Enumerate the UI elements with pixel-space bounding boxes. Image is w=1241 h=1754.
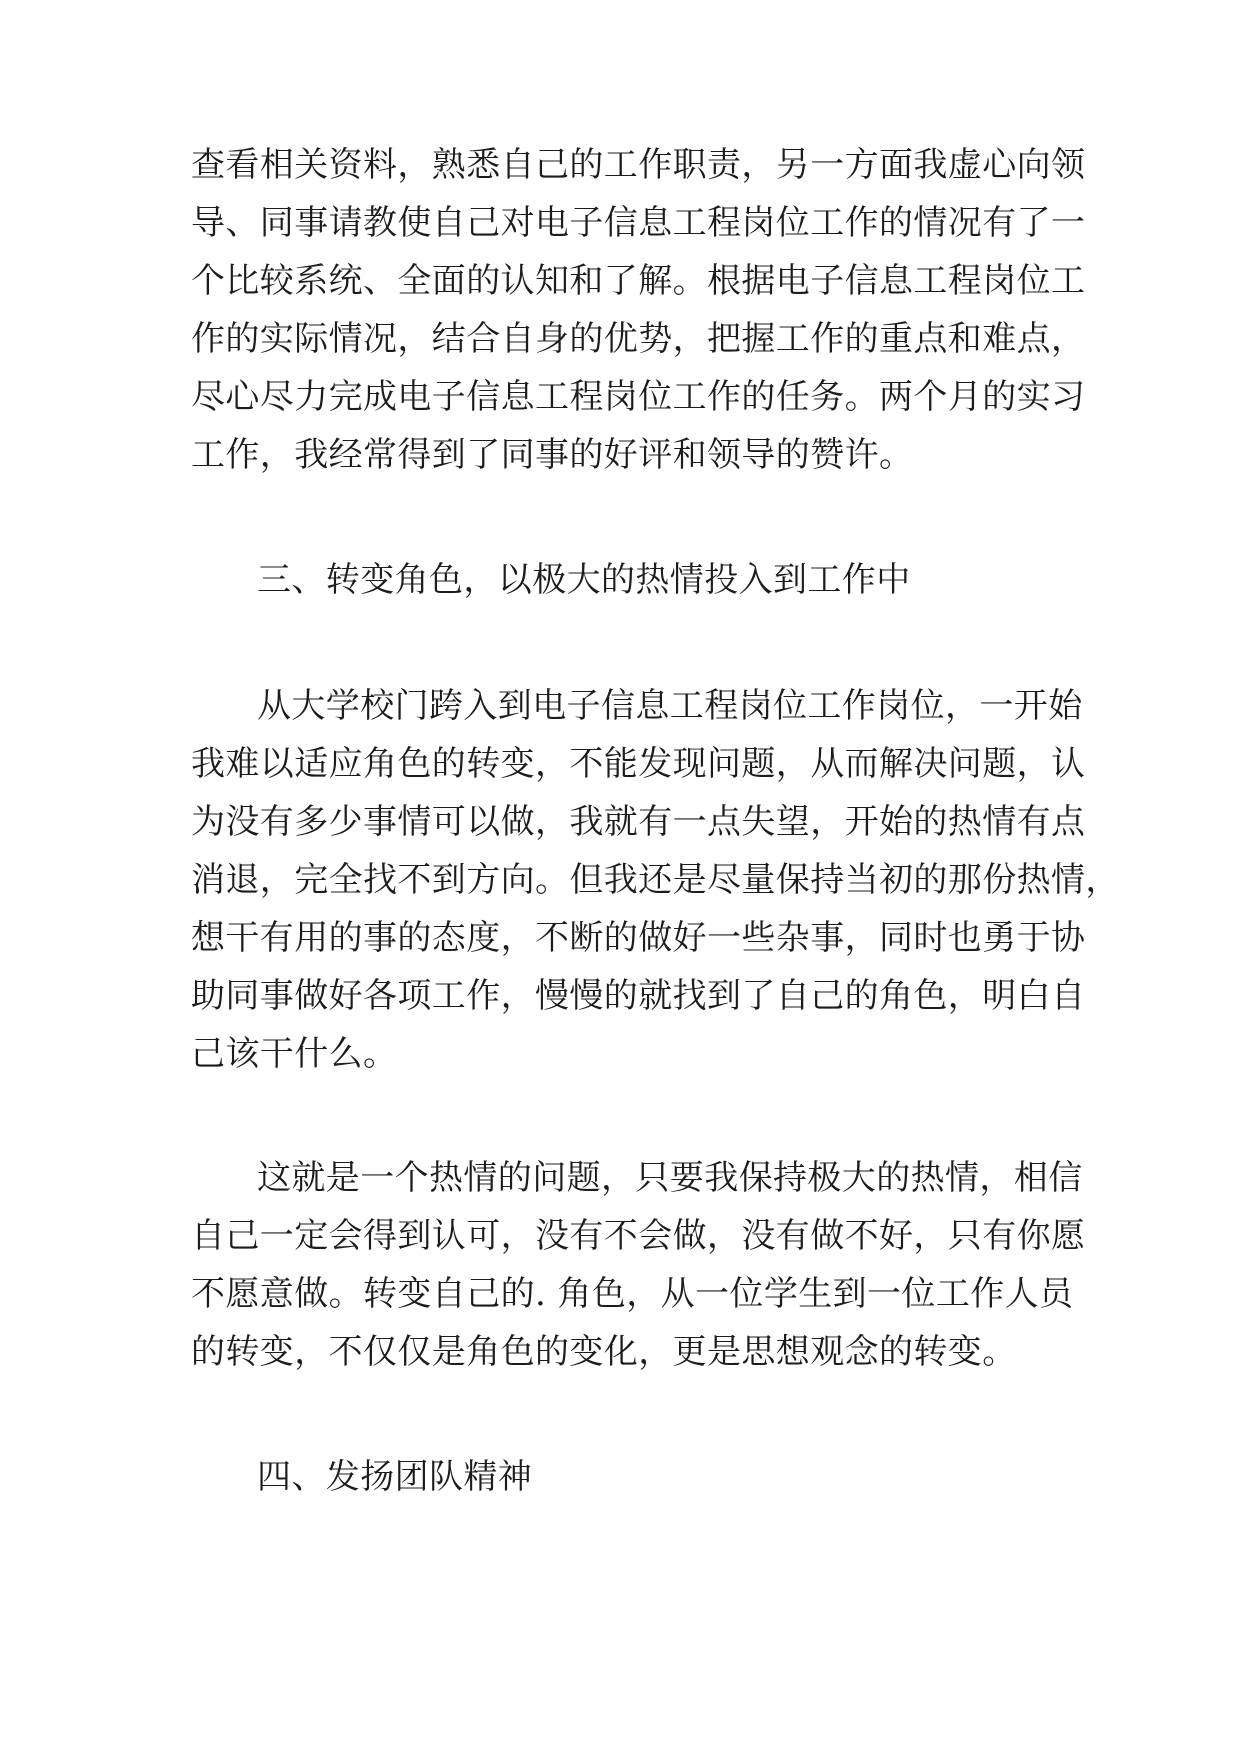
section-heading: 三、转变角色，以极大的热情投入到工作中 — [257, 560, 911, 600]
paragraph-line: 从大学校门跨入到电子信息工程岗位工作岗位，一开始 — [257, 686, 1083, 726]
paragraph-line: 消退，完全找不到方向。但我还是尽量保持当初的那份热情， — [191, 860, 1120, 900]
paragraph-line: 我难以适应角色的转变，不能发现问题，从而解决问题，认 — [191, 744, 1086, 784]
paragraph-line: 导、同事请教使自己对电子信息工程岗位工作的情况有了一 — [191, 203, 1086, 243]
paragraph-line: 自己一定会得到认可，没有不会做，没有做不好，只有你愿 — [191, 1216, 1086, 1256]
paragraph-line: 不愿意做。转变自己的. 角色，从一位学生到一位工作人员 — [191, 1274, 1074, 1314]
paragraph-line: 己该干什么。 — [191, 1034, 398, 1074]
paragraph-line: 工作，我经常得到了同事的好评和领导的赞许。 — [191, 435, 914, 475]
paragraph-line: 尽心尽力完成电子信息工程岗位工作的任务。两个月的实习 — [191, 377, 1086, 417]
paragraph-line: 想干有用的事的态度，不断的做好一些杂事，同时也勇于协 — [191, 918, 1086, 958]
paragraph-line: 个比较系统、全面的认知和了解。根据电子信息工程岗位工 — [191, 261, 1086, 301]
paragraph-line: 查看相关资料，熟悉自己的工作职责，另一方面我虚心向领 — [191, 145, 1086, 185]
paragraph-line: 的转变，不仅仅是角色的变化，更是思想观念的转变。 — [191, 1332, 1017, 1372]
paragraph-line: 作的实际情况，结合自身的优势，把握工作的重点和难点， — [191, 319, 1086, 359]
section-heading: 四、发扬团队精神 — [257, 1457, 533, 1497]
paragraph-line: 助同事做好各项工作，慢慢的就找到了自己的角色，明白自 — [191, 976, 1086, 1016]
paragraph-line: 这就是一个热情的问题，只要我保持极大的热情，相信 — [257, 1158, 1083, 1198]
paragraph-line: 为没有多少事情可以做，我就有一点失望，开始的热情有点 — [191, 802, 1086, 842]
